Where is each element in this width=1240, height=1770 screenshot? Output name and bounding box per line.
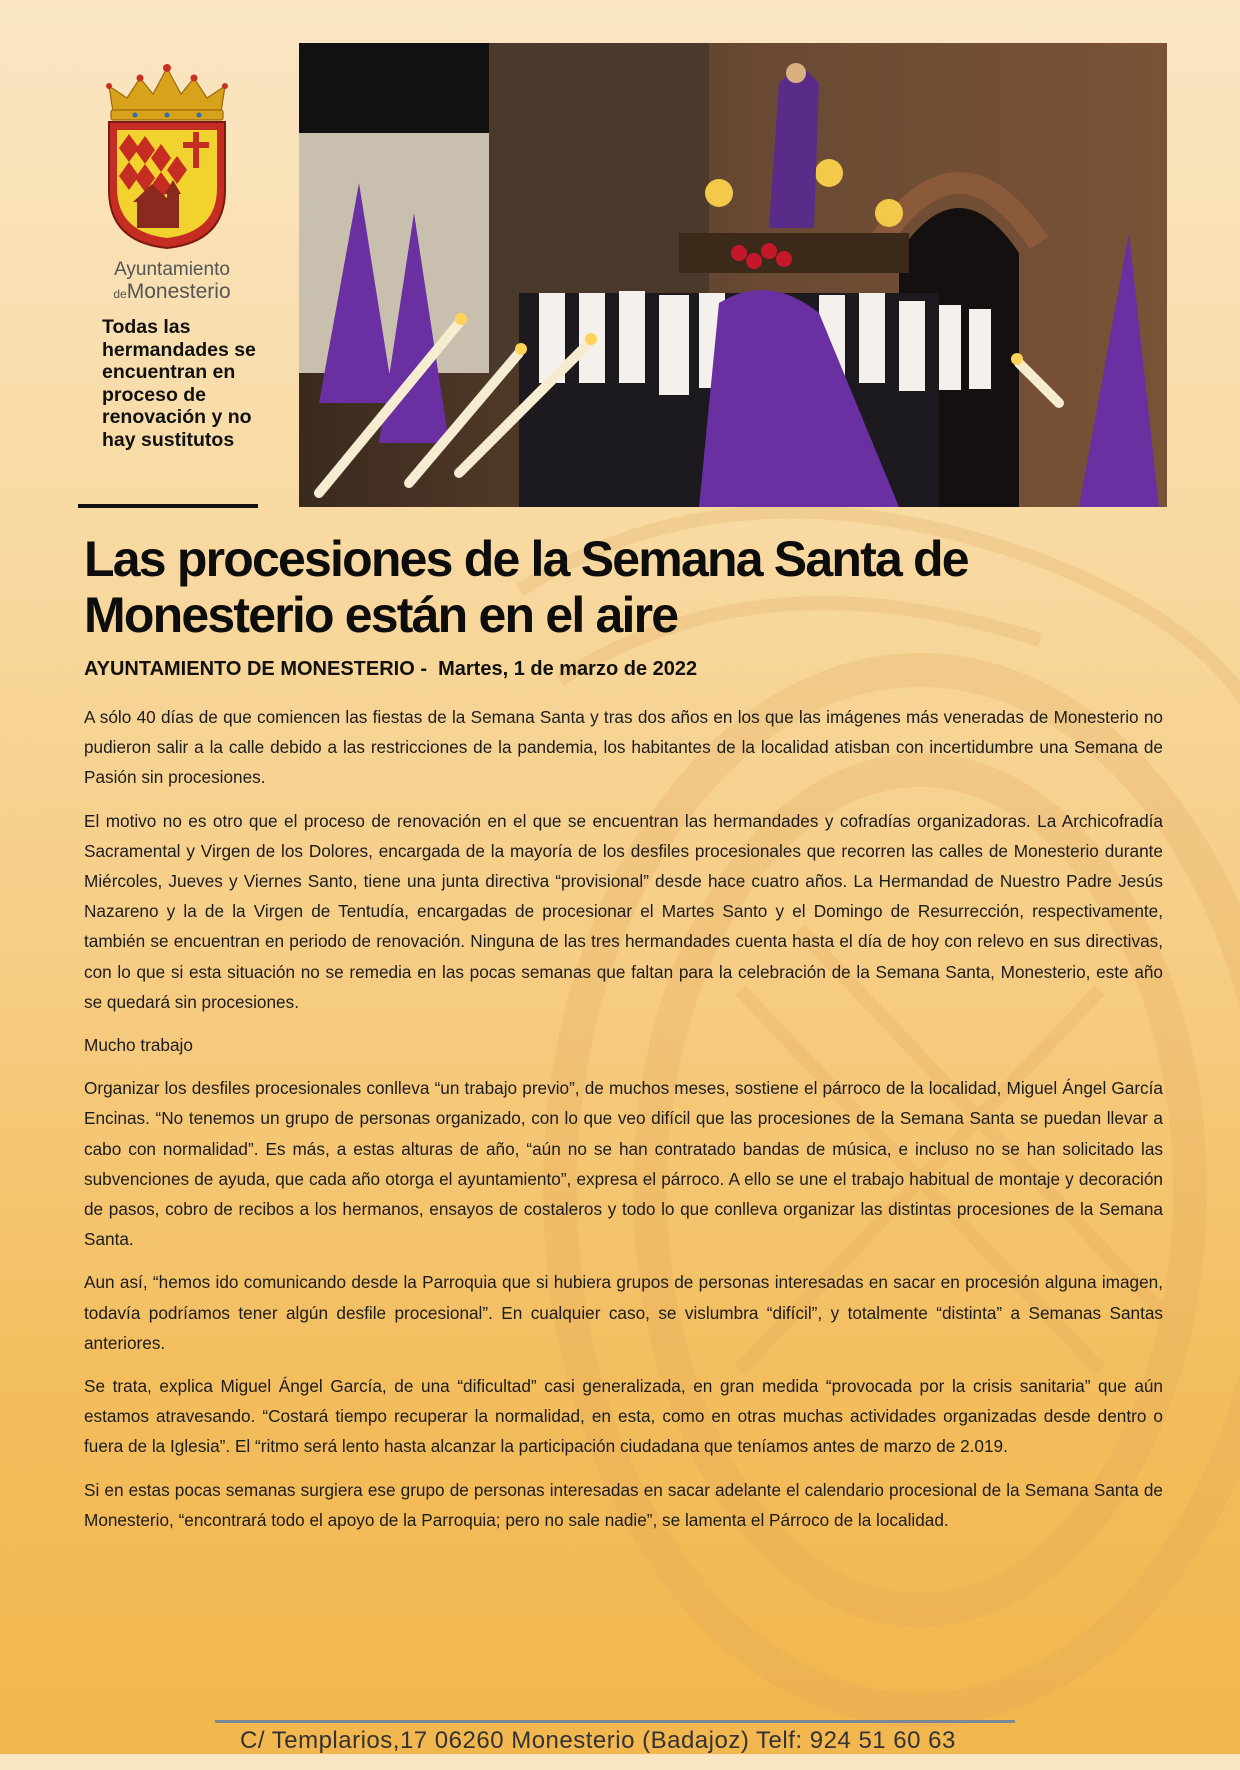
paragraph: Organizar los desfiles procesionales conlleva “un trabajo previo”, de muchos meses, sostiene el párroco de la localidad, Miguel Ángel García Encinas. “No tenemos un grupo de personas organizado, con lo que veo difícil que las procesiones de la Semana Santa se puedan llevar a cabo con normalidad”. Es más, a estas alturas de año, “aún no se han contratado bandas de música, e incluso no se han solicitado las subvenciones de ayuda, que cada año otorga el ayuntamiento”, expresa el párroco. A ello se une el trabajo habitual de montaje y decoración de pasos, cobro de recibos a los hermanos, ensayos de costaleros y todo lo que conlleva organizar las distintas procesiones de la Semana Santa.: [84, 1078, 1163, 1250]
paragraph: Si en estas pocas semanas surgiera ese grupo de personas interesadas en sacar adelante el calendario procesional de la Semana Santa de Monesterio, “encontrará todo el apoyo de la Parroquia; pero no sale nadie”, se lamenta el Párroco de la localidad.: [84, 1479, 1163, 1530]
article-body: [84, 702, 1163, 1548]
coat-of-arms-logo: [95, 60, 240, 250]
sidebar-divider: [78, 504, 258, 508]
municipality-name: [92, 259, 252, 305]
paragraph: El motivo no es otro que el proceso de renovación en el que se encuentran las hermandades y cofradías organizadoras. La Archicofradía Sacramental y Virgen de los Dolores, encargada de la mayoría de los desfiles procesionales que recorren las calles de Monesterio durante Miércoles, Jueves y Viernes Santo, tiene una junta directiva “provisional” desde hace cuatro años. La Hermandad de Nuestro Padre Jesús Nazareno y la de la Virgen de Tentudía, encargadas de procesionar el Martes Santo y el Domingo de Resurrección, respectivamente, también se encuentran en periodo de renovación. Ninguna de las tres hermandades cuenta hasta el día de hoy con relevo en sus directivas, con lo que si esta situación no se remedia en las pocas semanas que faltan para la celebración de la Semana Santa, Monesterio, este año se quedará sin procesiones.: [84, 810, 1163, 1012]
procession-photo: [299, 43, 1167, 507]
sidebar-highlight: Todas las hermandades se encuentran en proceso de renovación y no hay sustitutos: [102, 316, 256, 451]
article-headline: Las procesiones de la Semana Santa de Monesterio están en el aire: [84, 531, 968, 643]
brand-prefix: de: [113, 287, 127, 301]
footer-address: C/ Templarios,17 06260 Monesterio (Badajoz) Telf: 924 51 60 63: [240, 1727, 956, 1754]
paragraph: Aun así, “hemos ido comunicando desde la Parroquia que si hubiera grupos de personas interesadas en sacar en procesión alguna imagen, todavía podríamos tener algún desfile procesional”. En cualquier caso, se vislumbra “difícil”, y totalmente “distinta” a Semanas Santas anteriores.: [84, 1272, 1163, 1353]
paragraph: A sólo 40 días de que comiencen las fiestas de la Semana Santa y tras dos años en los que las imágenes más veneradas de Monesterio no pudieron salir a la calle debido a las restricciones de la pandemia, los habitantes de la localidad atisban con incertidumbre una Semana de Pasión sin procesiones.: [84, 707, 1163, 788]
brand-line-2: Monesterio: [126, 280, 231, 303]
subheading: Mucho trabajo: [84, 1035, 193, 1056]
article-byline: AYUNTAMIENTO DE MONESTERIO - Martes, 1 de marzo de 2022: [84, 658, 698, 680]
brand-line-1: Ayuntamiento: [114, 259, 230, 280]
paragraph: Se trata, explica Miguel Ángel García, de una “dificultad” casi generalizada, en gran medida “provocada por la crisis sanitaria” que aún estamos atravesando. “Costará tiempo recuperar la normalidad, en esta, como en otras muchas actividades organizadas desde dentro o fuera de la Iglesia”. El “ritmo será lento hasta alcanzar la participación ciudadana que teníamos antes de marzo de 2.019.: [84, 1376, 1163, 1457]
footer-divider: [215, 1720, 1015, 1723]
